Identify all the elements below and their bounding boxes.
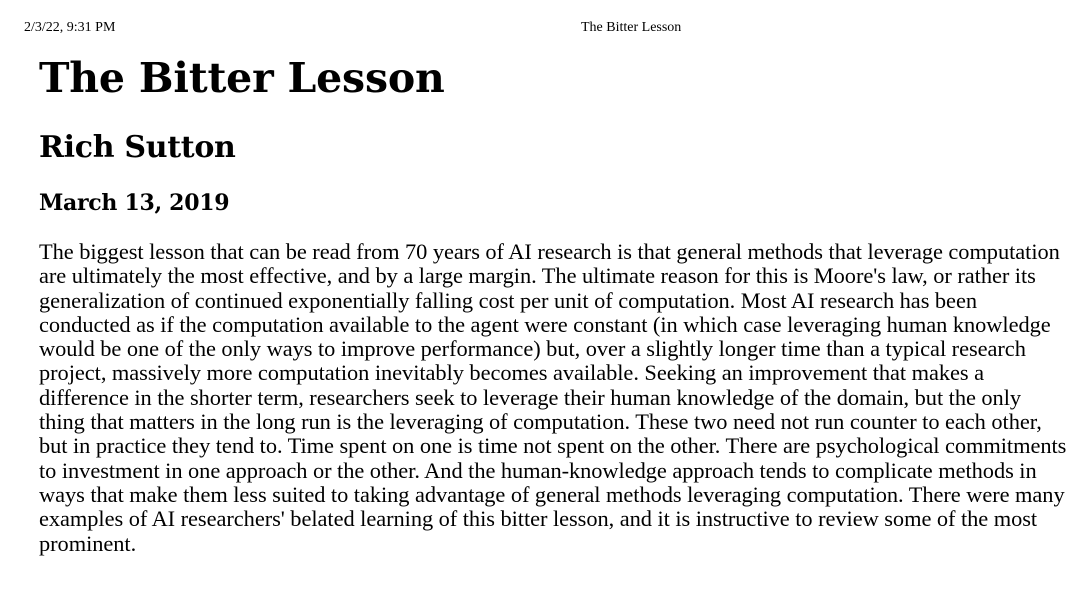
print-datetime: 2/3/22, 9:31 PM [24,20,116,35]
print-header [24,20,1056,38]
article-author: Rich Sutton [39,130,236,165]
article-date: March 13, 2019 [39,190,230,216]
print-page-title: The Bitter Lesson [581,20,682,35]
article [39,50,1069,556]
article-title: The Bitter Lesson [39,54,445,102]
article-paragraph: The biggest lesson that can be read from 70 years of AI research is that general methods that leverage computation are ultimately the most effective, and by a large margin. The ultimate reason for this is Moore's law, or rather its generalization of continued exponentially falling cost per unit of computation. Most AI research has been conducted as if the computation available to the agent were constant (in which case leveraging human knowledge would be one of the only ways to improve performance) but, over a slightly longer time than a typical research project, massively more computation inevitably becomes available. Seeking an improvement that makes a difference in the shorter term, researchers seek to leverage their human knowledge of the domain, but the only thing that matters in the long run is the leveraging of computation. These two need not run counter to each other, but in practice they tend to. Time spent on one is time not spent on the other. There are psychological commitments to investment in one approach or the other. And the human-knowledge approach tends to complicate methods in ways that make them less suited to taking advantage of general methods leveraging computation. There were many examples of AI researchers' belated learning of this bitter lesson, and it is instructive to review some of the most prominent. [39,239,1067,556]
